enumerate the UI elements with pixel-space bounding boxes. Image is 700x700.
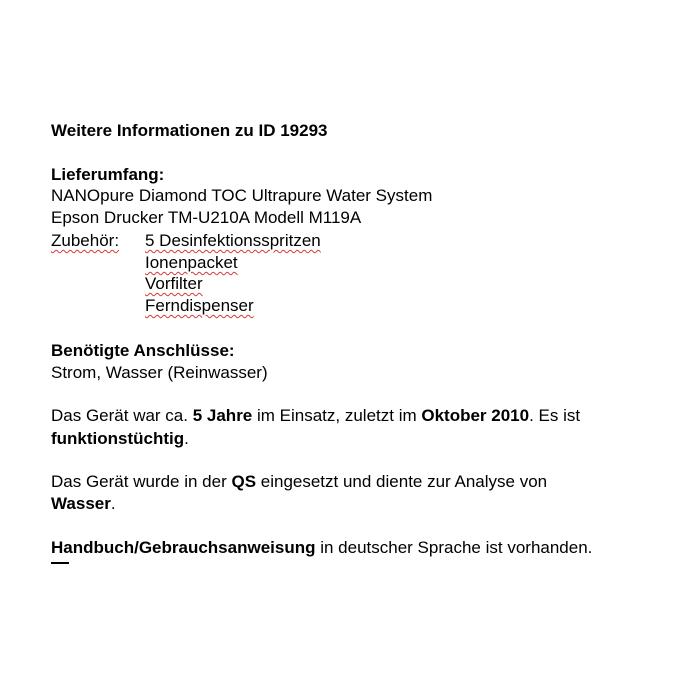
einsatz-text: . bbox=[184, 429, 189, 448]
zubehoer-item bbox=[145, 273, 203, 294]
analyse-text: eingesetzt und diente zur Analyse von bbox=[256, 472, 548, 491]
lieferumfang-line-2 bbox=[51, 207, 361, 228]
analyse-text: . bbox=[110, 494, 116, 513]
einsatz-duration: 5 Jahre bbox=[192, 406, 253, 425]
anschluesse-label: Benötigte Anschlüsse: bbox=[51, 341, 235, 360]
zubehoer-item-text: Ionenpacket bbox=[145, 253, 238, 272]
handbuch-line bbox=[51, 537, 592, 558]
lieferumfang-label: Lieferumfang: bbox=[51, 165, 165, 184]
einsatz-line-2 bbox=[51, 428, 189, 449]
einsatz-text: . Es ist bbox=[529, 406, 581, 425]
zubehoer-item bbox=[145, 295, 254, 316]
zubehoer-item bbox=[145, 252, 238, 273]
zubehoer-row bbox=[51, 230, 651, 251]
analyse-line-1 bbox=[51, 471, 547, 492]
zubehoer-item-text: Vorfilter bbox=[145, 274, 203, 293]
end-dash-divider bbox=[51, 562, 69, 564]
einsatz-text: im Einsatz, zuletzt im bbox=[252, 406, 422, 425]
analyse-medium: Wasser bbox=[51, 494, 111, 513]
einsatz-text: Das Gerät war ca. bbox=[51, 406, 193, 425]
product-name-text: NANOpure Diamond TOC Ultrapure Water System bbox=[51, 186, 433, 205]
handbuch-text: in deutscher Sprache ist vorhanden. bbox=[315, 538, 593, 557]
handbuch-title: Handbuch/Gebrauchsanweisung bbox=[51, 538, 316, 557]
analyse-line-2 bbox=[51, 493, 116, 514]
einsatz-line-1 bbox=[51, 405, 580, 426]
einsatz-last-date: Oktober 2010 bbox=[421, 406, 530, 425]
printer-text: Epson Drucker TM-U210A Modell M119A bbox=[51, 208, 362, 227]
zubehoer-label: Zubehör: bbox=[51, 231, 120, 250]
zubehoer-item: 5 Desinfektionsspritzen bbox=[145, 231, 321, 250]
zubehoer-item-text: Ferndispenser bbox=[145, 296, 254, 315]
analyse-text: Das Gerät wurde in der bbox=[51, 472, 232, 491]
info-heading: Weitere Informationen zu ID 19293 bbox=[51, 121, 328, 140]
einsatz-status: funktionstüchtig bbox=[51, 429, 185, 448]
anschluesse-value: Strom, Wasser (Reinwasser) bbox=[51, 363, 268, 382]
lieferumfang-line-1 bbox=[51, 185, 432, 206]
analyse-department: QS bbox=[231, 472, 257, 491]
